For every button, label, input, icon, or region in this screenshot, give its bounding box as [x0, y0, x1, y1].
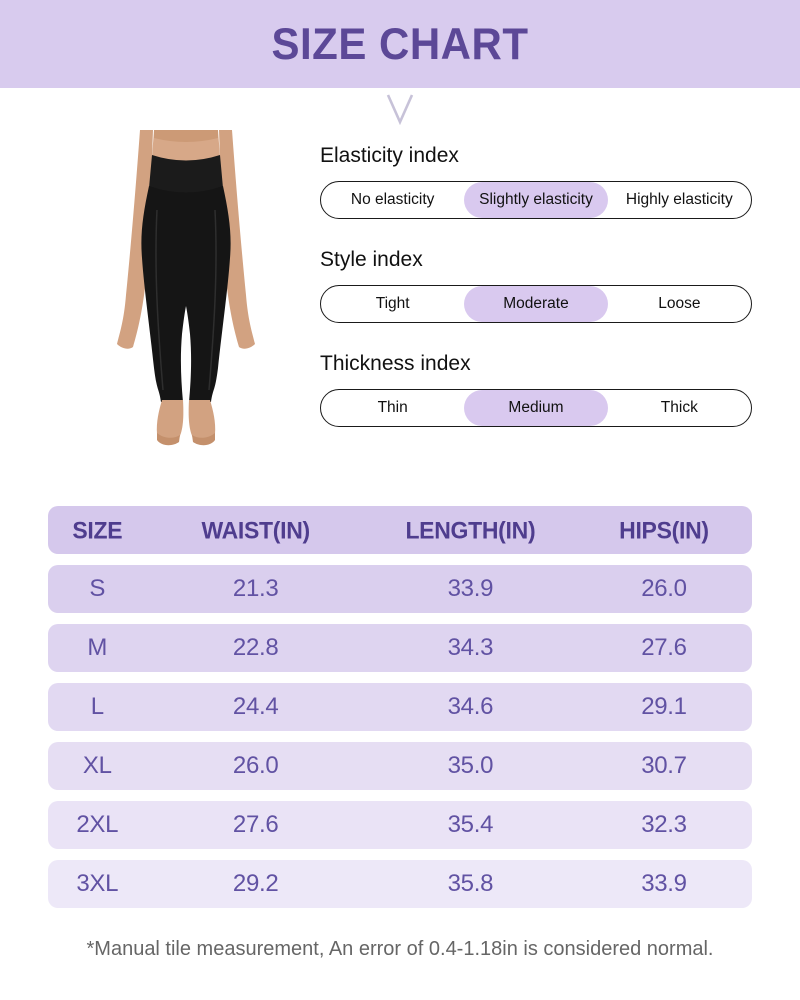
thickness-index-heading: Thickness index — [320, 352, 471, 375]
scale-option-selected: Moderate — [464, 286, 607, 322]
product-image — [60, 130, 310, 460]
cell-size: L — [90, 693, 104, 720]
cell-length: 35.0 — [447, 752, 494, 779]
scale-option: Thick — [660, 399, 698, 416]
table-row — [48, 742, 752, 790]
thickness-index-group — [320, 352, 752, 427]
elasticity-index-heading: Elasticity index — [320, 144, 459, 167]
elasticity-index-group — [320, 144, 752, 219]
scale-option: Loose — [658, 295, 701, 312]
cell-length: 35.8 — [447, 870, 494, 897]
scale-option: No elasticity — [350, 191, 435, 208]
cell-waist: 22.8 — [232, 634, 279, 661]
elasticity-scale — [320, 181, 752, 219]
content-row — [0, 130, 800, 462]
cell-hips: 33.9 — [641, 870, 687, 897]
style-index-group — [320, 248, 752, 323]
style-scale — [320, 285, 752, 323]
thickness-scale — [320, 389, 752, 427]
leggings-model-illustration — [60, 130, 310, 460]
style-index-heading: Style index — [320, 248, 423, 271]
scale-option: Highly elasticity — [625, 191, 733, 208]
cell-length: 35.4 — [447, 811, 494, 838]
column-header-length: LENGTH(IN) — [405, 515, 536, 544]
chevron-row — [0, 88, 800, 130]
table-header-row — [48, 506, 752, 554]
cell-waist: 29.2 — [232, 870, 279, 897]
cell-waist: 26.0 — [232, 752, 279, 779]
cell-size: S — [89, 575, 106, 602]
column-header-size: SIZE — [72, 515, 123, 544]
cell-size: XL — [82, 752, 112, 779]
column-header-waist: WAIST(IN) — [201, 515, 310, 544]
scale-option-selected: Medium — [464, 390, 607, 426]
cell-hips: 27.6 — [641, 634, 687, 661]
chevron-down-icon — [385, 93, 415, 125]
index-scales — [320, 130, 752, 462]
column-header-hips: HIPS(IN) — [619, 515, 709, 544]
cell-hips: 26.0 — [641, 575, 687, 602]
table-row — [48, 565, 752, 613]
cell-hips: 29.1 — [641, 693, 687, 720]
size-chart-banner — [0, 0, 800, 88]
cell-length: 33.9 — [447, 575, 494, 602]
cell-waist: 27.6 — [232, 811, 279, 838]
cell-hips: 30.7 — [641, 752, 687, 779]
size-chart-table — [48, 506, 752, 908]
cell-size: M — [87, 634, 108, 661]
scale-option: Tight — [375, 295, 410, 312]
table-row — [48, 683, 752, 731]
cell-size: 2XL — [76, 811, 119, 838]
scale-option-selected: Slightly elasticity — [464, 182, 607, 218]
cell-waist: 21.3 — [232, 575, 279, 602]
table-row — [48, 860, 752, 908]
cell-length: 34.3 — [447, 634, 494, 661]
scale-option: Thin — [377, 399, 408, 416]
cell-hips: 32.3 — [641, 811, 687, 838]
cell-size: 3XL — [76, 870, 119, 897]
cell-length: 34.6 — [447, 693, 494, 720]
measurement-footnote: *Manual tile measurement, An error of 0.4-1.18in is considered normal. — [86, 938, 714, 960]
table-row — [48, 801, 752, 849]
table-row — [48, 624, 752, 672]
cell-waist: 24.4 — [232, 693, 279, 720]
page-title: SIZE CHART — [271, 18, 529, 69]
